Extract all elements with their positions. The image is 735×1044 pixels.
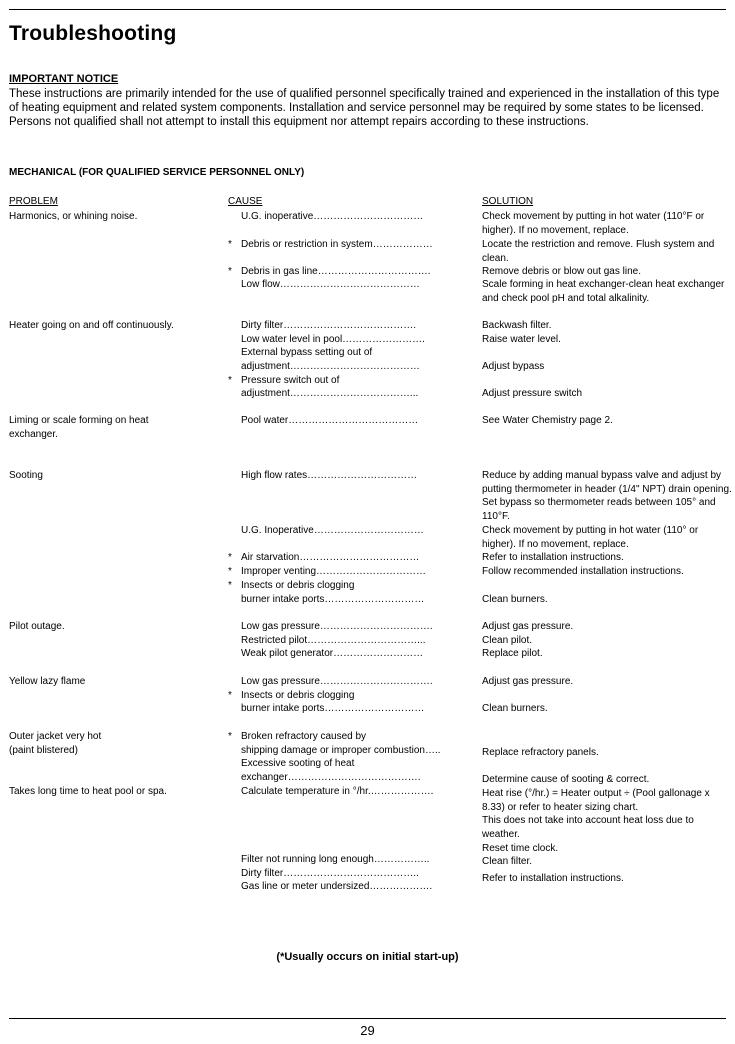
cause-text: Air starvation……………………………… bbox=[241, 552, 420, 563]
solution-text: See Water Chemistry page 2. bbox=[482, 415, 613, 426]
cause-text: burner intake ports………………………… bbox=[241, 703, 425, 714]
cause-text: Insects or debris clogging bbox=[241, 690, 355, 701]
solution-text: Backwash filter. bbox=[482, 320, 552, 331]
cause-text: Weak pilot generator……………………… bbox=[241, 648, 424, 659]
solution-text: Refer to installation instructions. bbox=[482, 552, 624, 563]
cause-text: Low gas pressure……………………………. bbox=[241, 676, 433, 687]
cause-text: Dirty filter…………………………………. bbox=[241, 320, 416, 331]
solution-text: Clean burners. bbox=[482, 703, 548, 714]
cause-text: Excessive sooting of heat bbox=[241, 758, 355, 769]
cause-text: Dirty filter………………………………….. bbox=[241, 868, 419, 879]
asterisk-marker: * bbox=[228, 690, 232, 701]
asterisk-marker: * bbox=[228, 239, 232, 250]
problem-text: (paint blistered) bbox=[9, 745, 78, 756]
cause-text: U.G. Inoperative…………………………… bbox=[241, 525, 424, 536]
cause-text: Improper venting…………………………… bbox=[241, 566, 427, 577]
asterisk-marker: * bbox=[228, 580, 232, 591]
solution-text: Clean filter. bbox=[482, 856, 533, 867]
solution-text: Follow recommended installation instructions. bbox=[482, 566, 684, 577]
solution-text: Reduce by adding manual bypass valve and adjust by putting thermometer in header (1/4" NPT) drain opening. Set bypass so thermometer reads between 105° and 110°F. bbox=[482, 470, 732, 522]
solution-text: Refer to installation instructions. bbox=[482, 873, 624, 884]
problem-text: Outer jacket very hot bbox=[9, 731, 102, 742]
cause-text: adjustment………………………………… bbox=[241, 361, 420, 372]
solution-text: Remove debris or blow out gas line. bbox=[482, 266, 641, 277]
column-header-problem: PROBLEM bbox=[9, 196, 58, 207]
solution-text: Adjust bypass bbox=[482, 361, 545, 372]
cause-text: Low flow…………………………………… bbox=[241, 279, 420, 290]
problem-text: exchanger. bbox=[9, 429, 58, 440]
section-heading: MECHANICAL (FOR QUALIFIED SERVICE PERSONNEL ONLY) bbox=[9, 167, 305, 178]
solution-text: Scale forming in heat exchanger-clean heat exchanger and check pool pH and total alkalinity. bbox=[482, 279, 725, 304]
cause-text: High flow rates…………………………… bbox=[241, 470, 418, 481]
cause-text: Gas line or meter undersized………………. bbox=[241, 881, 433, 892]
cause-text: shipping damage or improper combustion….. bbox=[241, 745, 441, 756]
cause-text: Insects or debris clogging bbox=[241, 580, 355, 591]
solution-text: This does not take into account heat loss due to weather. bbox=[482, 815, 694, 840]
cause-text: exchanger…………………………………. bbox=[241, 772, 421, 783]
problem-text: Takes long time to heat pool or spa. bbox=[9, 786, 167, 797]
solution-text: Determine cause of sooting & correct. bbox=[482, 774, 650, 785]
solution-text: Check movement by putting in hot water (110°F or higher). If no movement, replace. bbox=[482, 211, 705, 236]
solution-text: Locate the restriction and remove. Flush system and clean. bbox=[482, 239, 715, 264]
cause-text: Debris in gas line……………………………. bbox=[241, 266, 431, 277]
cause-text: Pool water………………………………… bbox=[241, 415, 419, 426]
cause-text: Broken refractory caused by bbox=[241, 731, 367, 742]
solution-text: Clean burners. bbox=[482, 594, 548, 605]
problem-text: Liming or scale forming on heat bbox=[9, 415, 149, 426]
solution-text: Raise water level. bbox=[482, 334, 561, 345]
solution-text: Replace pilot. bbox=[482, 648, 543, 659]
solution-text: Clean pilot. bbox=[482, 635, 533, 646]
cause-text: Restricted pilot……………………………... bbox=[241, 635, 426, 646]
cause-text: burner intake ports………………………… bbox=[241, 594, 425, 605]
solution-text: Adjust pressure switch bbox=[482, 388, 583, 399]
bottom-rule bbox=[9, 1018, 726, 1019]
cause-text: Low water level in pool……………………. bbox=[241, 334, 425, 345]
cause-text: Filter not running long enough…………….. bbox=[241, 854, 430, 865]
solution-text: Check movement by putting in hot water (110° or higher). If no movement, replace. bbox=[482, 525, 699, 550]
solution-text: Heat rise (°/hr.) = Heater output ÷ (Pool gallonage x 8.33) or refer to heater sizing chart. bbox=[482, 788, 710, 813]
top-rule bbox=[9, 9, 726, 10]
asterisk-marker: * bbox=[228, 266, 232, 277]
cause-text: External bypass setting out of bbox=[241, 347, 373, 358]
column-header-cause: CAUSE bbox=[228, 196, 263, 207]
cause-text: U.G. inoperative…………………………… bbox=[241, 211, 424, 222]
notice-heading: IMPORTANT NOTICE bbox=[9, 73, 119, 85]
asterisk-marker: * bbox=[228, 375, 232, 386]
cause-text: Calculate temperature in °/hr.………………. bbox=[241, 786, 434, 797]
column-header-solution: SOLUTION bbox=[482, 196, 534, 207]
problem-text: Pilot outage. bbox=[9, 621, 65, 632]
cause-text: adjustment………………………………... bbox=[241, 388, 419, 399]
cause-text: Low gas pressure……………………………. bbox=[241, 621, 433, 632]
solution-text: Reset time clock. bbox=[482, 843, 559, 854]
page-number: 29 bbox=[360, 1023, 375, 1038]
problem-text: Sooting bbox=[9, 470, 43, 481]
solution-text: Adjust gas pressure. bbox=[482, 676, 574, 687]
footnote: (*Usually occurs on initial start-up) bbox=[276, 951, 459, 963]
solution-text: Adjust gas pressure. bbox=[482, 621, 574, 632]
problem-text: Heater going on and off continuously. bbox=[9, 320, 174, 331]
solution-text: Replace refractory panels. bbox=[482, 747, 599, 758]
cause-text: Debris or restriction in system……………… bbox=[241, 239, 433, 250]
cause-text: Pressure switch out of bbox=[241, 375, 340, 386]
notice-body: These instructions are primarily intended for the use of qualified personnel specifically trained and experienced in the installation of this type of heating equipment and related system components. Installation and service personnel may be required by some states to be licensed. Persons not qualified shall not attempt to install this equipment nor attempt repairs according to these instructions. bbox=[9, 88, 720, 128]
asterisk-marker: * bbox=[228, 731, 232, 742]
asterisk-marker: * bbox=[228, 566, 232, 577]
problem-text: Harmonics, or whining noise. bbox=[9, 211, 138, 222]
asterisk-marker: * bbox=[228, 552, 232, 563]
problem-text: Yellow lazy flame bbox=[9, 676, 86, 687]
page-title: Troubleshooting bbox=[9, 22, 177, 45]
